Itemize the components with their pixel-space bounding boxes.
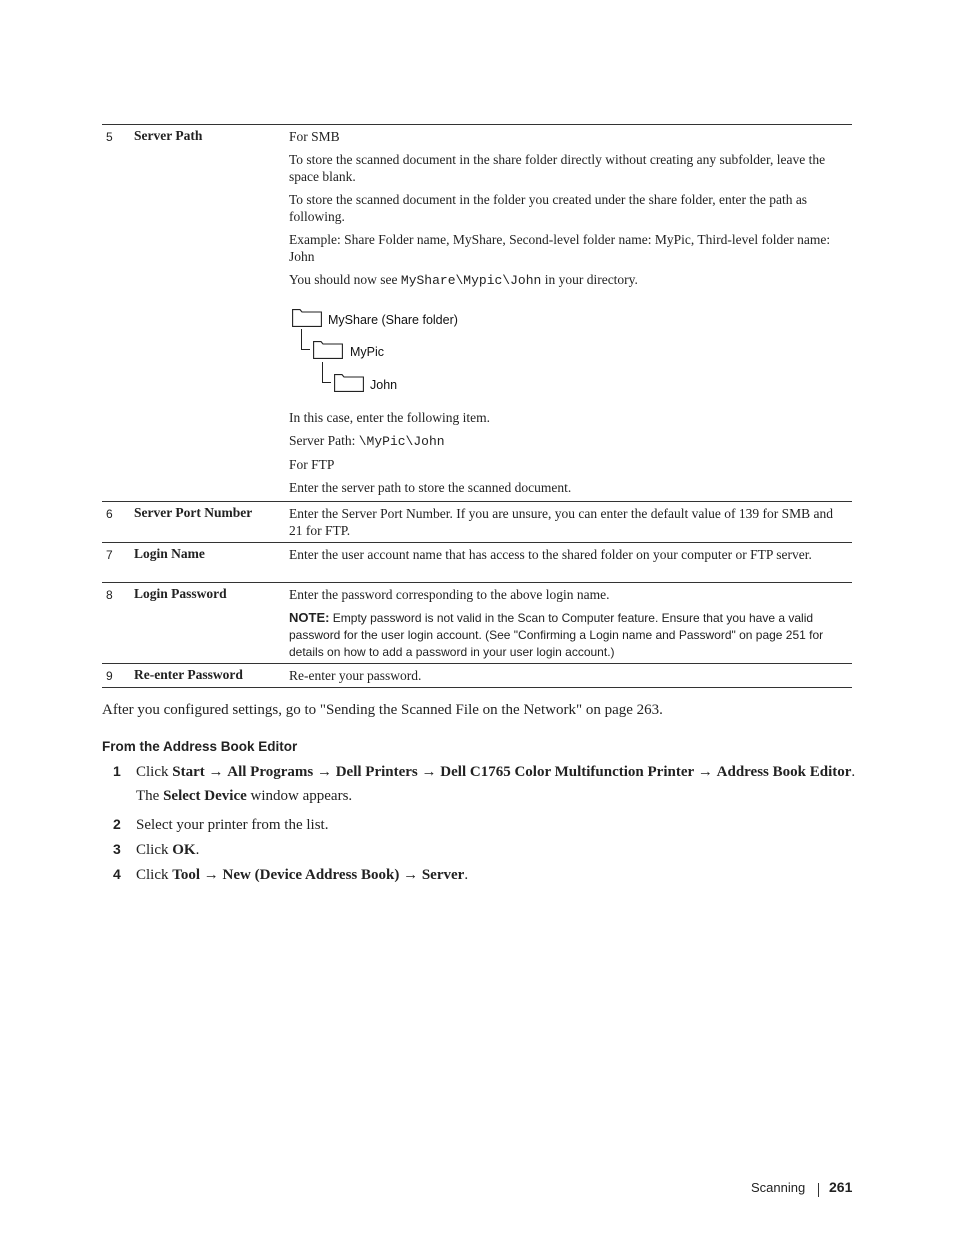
desc-paragraph: Enter the password corresponding to the above login name. bbox=[289, 587, 610, 602]
row-description: Re-enter your password. bbox=[289, 668, 422, 683]
folder-icon bbox=[334, 374, 364, 392]
note-label: NOTE: bbox=[289, 610, 330, 625]
table-row bbox=[102, 543, 852, 583]
row-number: 5 bbox=[106, 130, 113, 144]
menu-tool: Tool bbox=[172, 867, 201, 883]
tree-label-level1: MyShare (Share folder) bbox=[328, 313, 458, 327]
window-name: Select Device bbox=[163, 788, 247, 804]
row-number: 6 bbox=[106, 507, 113, 521]
step-item bbox=[113, 816, 328, 834]
row-number: 7 bbox=[106, 548, 113, 562]
desc-paragraph: For FTP bbox=[289, 457, 335, 472]
menu-address-book-editor: Address Book Editor bbox=[716, 764, 852, 780]
step-number: 2 bbox=[113, 816, 121, 832]
desc-paragraph: Server Path: \MyPic\John bbox=[289, 433, 445, 449]
settings-table bbox=[102, 124, 852, 688]
desc-paragraph: Example: Share Folder name, MyShare, Second-level folder name: MyPic, Third-level folder name: John bbox=[289, 232, 831, 264]
row-setting-name: Re-enter Password bbox=[134, 667, 243, 682]
step-item: 4 Click Tool → New (Device Address Book) → Server. bbox=[113, 866, 469, 883]
row-number: 9 bbox=[106, 669, 113, 683]
step-item: 3 Click OK. bbox=[113, 841, 200, 858]
step-text: Select your printer from the list. bbox=[136, 817, 329, 833]
path-code: MyShare\Mypic\John bbox=[400, 273, 542, 288]
step-number: 4 bbox=[113, 866, 121, 882]
desc-paragraph: To store the scanned document in the share folder directly without creating any subfolder, leave the space blank. bbox=[289, 152, 826, 184]
desc-paragraph: For SMB bbox=[289, 129, 340, 144]
menu-printer-model: Dell C1765 Color Multifunction Printer bbox=[440, 764, 695, 780]
table-row bbox=[102, 125, 852, 502]
desc-paragraph: You should now see MyShare\Mypic\John in your directory. bbox=[289, 272, 638, 288]
menu-all-programs: All Programs bbox=[227, 764, 314, 780]
tree-connector bbox=[322, 362, 331, 383]
desc-paragraph: To store the scanned document in the folder you created under the share folder, enter the path as following. bbox=[289, 192, 808, 224]
footer-divider bbox=[818, 1183, 819, 1197]
table-row bbox=[102, 502, 852, 543]
step-number: 1 bbox=[113, 763, 121, 779]
table-row bbox=[102, 583, 852, 664]
after-paragraph: After you configured settings, go to "Sending the Scanned File on the Network" on page 263. bbox=[102, 702, 663, 718]
row-setting-name: Server Port Number bbox=[134, 505, 253, 520]
note-paragraph bbox=[289, 609, 849, 661]
desc-paragraph: Enter the server path to store the scanned document. bbox=[289, 480, 572, 495]
button-ok-ref: OK bbox=[172, 842, 196, 858]
row-setting-name: Login Name bbox=[134, 546, 205, 561]
section-heading: From the Address Book Editor bbox=[102, 739, 298, 754]
table-row bbox=[102, 664, 852, 688]
menu-new-device-address-book: New (Device Address Book) bbox=[222, 867, 400, 883]
desc-paragraph: In this case, enter the following item. bbox=[289, 410, 490, 425]
row-setting-name: Server Path bbox=[134, 128, 203, 143]
folder-icon bbox=[292, 309, 322, 327]
folder-icon bbox=[313, 341, 343, 359]
folder-tree bbox=[289, 299, 849, 403]
tree-label-level3: John bbox=[370, 378, 398, 392]
row-description bbox=[289, 583, 849, 661]
row-description: Enter the user account name that has access to the shared folder on your computer or FTP server. bbox=[289, 547, 812, 562]
menu-dell-printers: Dell Printers bbox=[335, 764, 418, 780]
menu-start: Start bbox=[172, 764, 205, 780]
footer-section-name: Scanning bbox=[751, 1180, 806, 1195]
row-description: Enter the Server Port Number. If you are unsure, you can enter the default value of 139 for SMB and 21 for FTP. bbox=[289, 506, 833, 538]
row-description bbox=[289, 125, 849, 496]
tree-label-level2: MyPic bbox=[350, 345, 385, 359]
step-subtext: The Select Device window appears. bbox=[136, 788, 353, 804]
step-item: 1 Click Start → All Programs → Dell Printers → Dell C1765 Color Multifunction Printer → Address Book Editor. bbox=[113, 763, 856, 780]
row-setting-name: Login Password bbox=[134, 586, 227, 601]
note-text: Empty password is not valid in the Scan to Computer feature. Ensure that you have a valid password for the user login account. (See "Confirming a Login name and Password" on page 251 for details on how to add a password in your user login account.) bbox=[289, 611, 824, 659]
path-code: \MyPic\John bbox=[358, 434, 445, 449]
step-number: 3 bbox=[113, 841, 121, 857]
tree-connector bbox=[301, 329, 310, 350]
menu-server: Server bbox=[421, 867, 465, 883]
page-number: 261 bbox=[829, 1179, 853, 1195]
row-number: 8 bbox=[106, 588, 113, 602]
